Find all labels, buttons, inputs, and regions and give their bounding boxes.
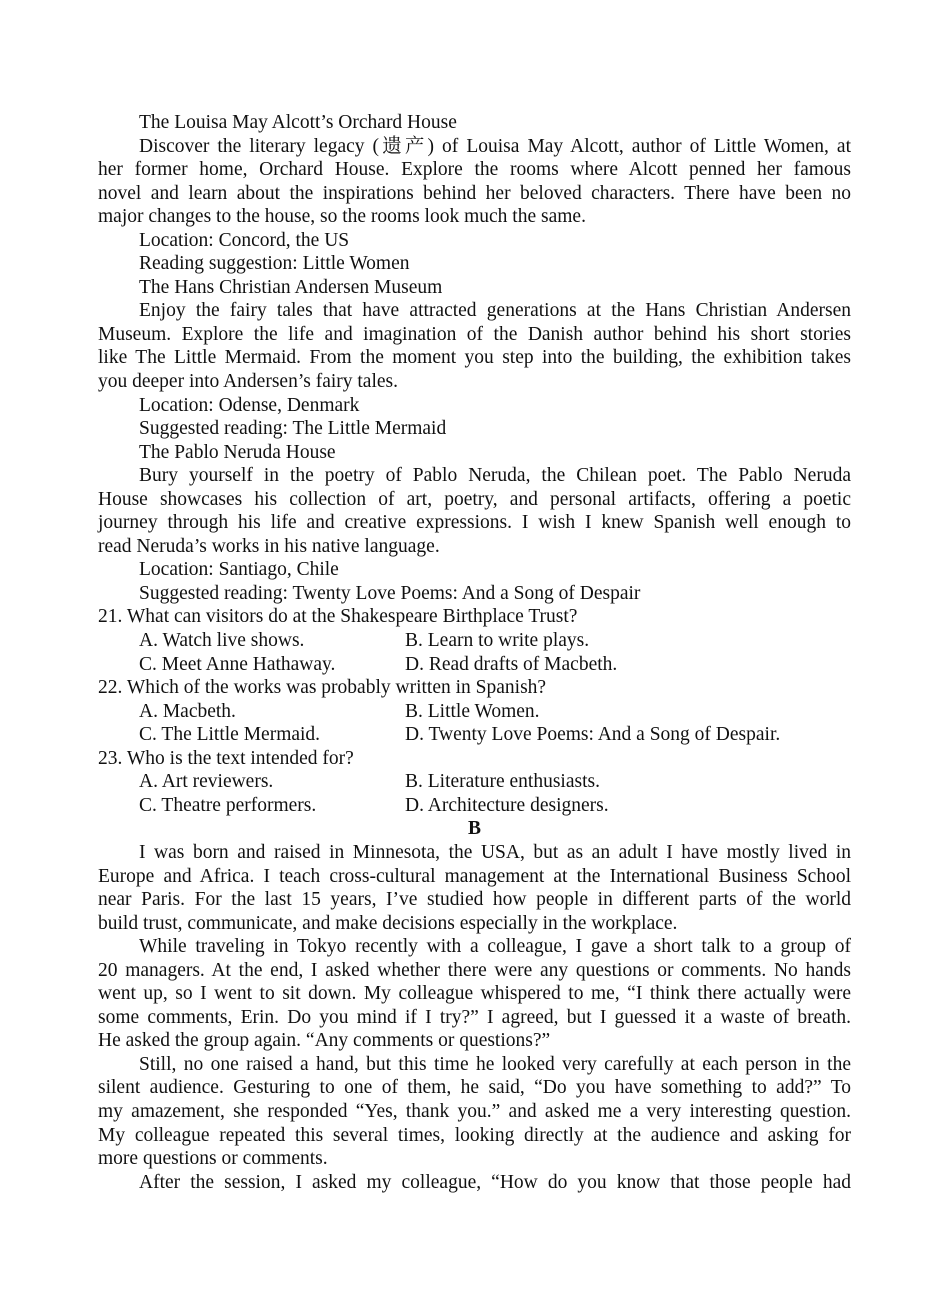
answer-option: C. Meet Anne Hathaway. bbox=[139, 653, 336, 675]
text-line: novel and learn about the inspirations behind her beloved characters. There have been no bbox=[98, 182, 851, 204]
answer-option: D. Read drafts of Macbeth. bbox=[405, 653, 618, 675]
option-row bbox=[98, 700, 851, 724]
neruda-description bbox=[98, 464, 851, 558]
question-22-options bbox=[98, 700, 851, 747]
text-line: Museum. Explore the life and imagination of the Danish author behind his short stories bbox=[98, 323, 851, 345]
text-line: The Hans Christian Andersen Museum bbox=[139, 276, 443, 298]
passage-b-paragraph-4 bbox=[98, 1171, 851, 1195]
text-line: more questions or comments. bbox=[98, 1148, 328, 1170]
heading-text: B bbox=[467, 818, 481, 840]
option-row bbox=[98, 770, 851, 794]
question-23 bbox=[98, 747, 851, 771]
andersen-reading bbox=[98, 417, 851, 441]
neruda-reading bbox=[98, 582, 851, 606]
text-line: Discover the literary legacy (遗产) of Louisa May Alcott, author of Little Women, at bbox=[139, 135, 851, 157]
question-22 bbox=[98, 676, 851, 700]
text-line: The Pablo Neruda House bbox=[139, 441, 336, 463]
text-line: After the session, I asked my colleague, “How do you know that those people had bbox=[139, 1171, 851, 1193]
answer-option: B. Little Women. bbox=[405, 700, 540, 722]
answer-option: C. The Little Mermaid. bbox=[139, 724, 321, 746]
option-row bbox=[98, 723, 851, 747]
andersen-location bbox=[98, 394, 851, 418]
andersen-description bbox=[98, 299, 851, 393]
passage-b-paragraph-1 bbox=[98, 841, 851, 935]
text-line: Location: Concord, the US bbox=[139, 229, 350, 251]
text-line: near Paris. For the last 15 years, I’ve studied how people in different parts of the world bbox=[98, 889, 851, 911]
text-line: House showcases his collection of art, poetry, and personal artifacts, offering a poetic bbox=[98, 488, 851, 510]
question-21-options bbox=[98, 629, 851, 676]
option-row bbox=[98, 794, 851, 818]
answer-option: A. Art reviewers. bbox=[139, 771, 274, 793]
text-line: While traveling in Tokyo recently with a colleague, I gave a short talk to a group of bbox=[139, 936, 851, 958]
option-row bbox=[98, 653, 851, 677]
text-line: silent audience. Gesturing to one of them, he said, “Do you have something to add?” To bbox=[98, 1077, 851, 1099]
question-21 bbox=[98, 605, 851, 629]
text-line: my amazement, she responded “Yes, thank you.” and asked me a very interesting question. bbox=[98, 1100, 851, 1122]
alcott-description bbox=[98, 135, 851, 229]
answer-option: B. Literature enthusiasts. bbox=[405, 771, 600, 793]
answer-option: A. Watch live shows. bbox=[139, 630, 305, 652]
text-line: Europe and Africa. I teach cross-cultural management at the International Business School bbox=[98, 865, 851, 887]
text-line: some comments, Erin. Do you mind if I try?” I agreed, but I guessed it a waste of breath. bbox=[98, 1006, 851, 1028]
alcott-location bbox=[98, 229, 851, 253]
answer-option: C. Theatre performers. bbox=[139, 794, 317, 816]
text-line: Bury yourself in the poetry of Pablo Neruda, the Chilean poet. The Pablo Neruda bbox=[139, 465, 851, 487]
text-line: like The Little Mermaid. From the moment you step into the building, the exhibition takes bbox=[98, 347, 851, 369]
alcott-reading bbox=[98, 252, 851, 276]
question-23-options bbox=[98, 770, 851, 817]
answer-option: D. Twenty Love Poems: And a Song of Despair. bbox=[405, 724, 781, 746]
question-text: 22. Which of the works was probably written in Spanish? bbox=[98, 677, 547, 699]
neruda-location bbox=[98, 558, 851, 582]
section-b-heading bbox=[98, 817, 851, 841]
section-title-andersen bbox=[98, 276, 851, 300]
text-line: I was born and raised in Minnesota, the USA, but as an adult I have mostly lived in bbox=[139, 841, 851, 863]
text-line: My colleague repeated this several times, looking directly at the audience and asking for bbox=[98, 1124, 851, 1146]
text-line: 20 managers. At the end, I asked whether there were any questions or comments. No hands bbox=[98, 959, 851, 981]
answer-option: D. Architecture designers. bbox=[405, 794, 609, 816]
text-line: her former home, Orchard House. Explore the rooms where Alcott penned her famous bbox=[98, 159, 851, 181]
text-line: Location: Odense, Denmark bbox=[139, 394, 360, 416]
text-line: journey through his life and creative expressions. I wish I knew Spanish well enough to bbox=[98, 512, 851, 534]
section-title-alcott bbox=[98, 111, 851, 135]
text-line: Location: Santiago, Chile bbox=[139, 559, 339, 581]
text-line: major changes to the house, so the rooms look much the same. bbox=[98, 206, 586, 228]
passage-b-paragraph-3 bbox=[98, 1053, 851, 1171]
question-text: 21. What can visitors do at the Shakespeare Birthplace Trust? bbox=[98, 606, 578, 628]
passage-b-paragraph-2 bbox=[98, 935, 851, 1053]
text-line: read Neruda’s works in his native language. bbox=[98, 535, 440, 557]
option-row bbox=[98, 629, 851, 653]
answer-option: B. Learn to write plays. bbox=[405, 630, 590, 652]
text-line: went up, so I went to sit down. My colleague whispered to me, “I think there actually were bbox=[98, 983, 851, 1005]
text-line: Suggested reading: The Little Mermaid bbox=[139, 418, 447, 440]
text-line: Still, no one raised a hand, but this time he looked very carefully at each person in the bbox=[139, 1053, 851, 1075]
exam-document bbox=[98, 111, 851, 1194]
text-line: Suggested reading: Twenty Love Poems: And a Song of Despair bbox=[139, 582, 641, 604]
text-line: you deeper into Andersen’s fairy tales. bbox=[98, 371, 398, 393]
question-text: 23. Who is the text intended for? bbox=[98, 747, 354, 769]
text-line: build trust, communicate, and make decisions especially in the workplace. bbox=[98, 912, 678, 934]
text-line: He asked the group again. “Any comments or questions?” bbox=[98, 1030, 551, 1052]
text-line: Enjoy the fairy tales that have attracted generations at the Hans Christian Andersen bbox=[139, 300, 851, 322]
answer-option: A. Macbeth. bbox=[139, 700, 236, 722]
section-title-neruda bbox=[98, 441, 851, 465]
text-line: Reading suggestion: Little Women bbox=[139, 253, 410, 275]
text-line: The Louisa May Alcott’s Orchard House bbox=[139, 112, 457, 133]
